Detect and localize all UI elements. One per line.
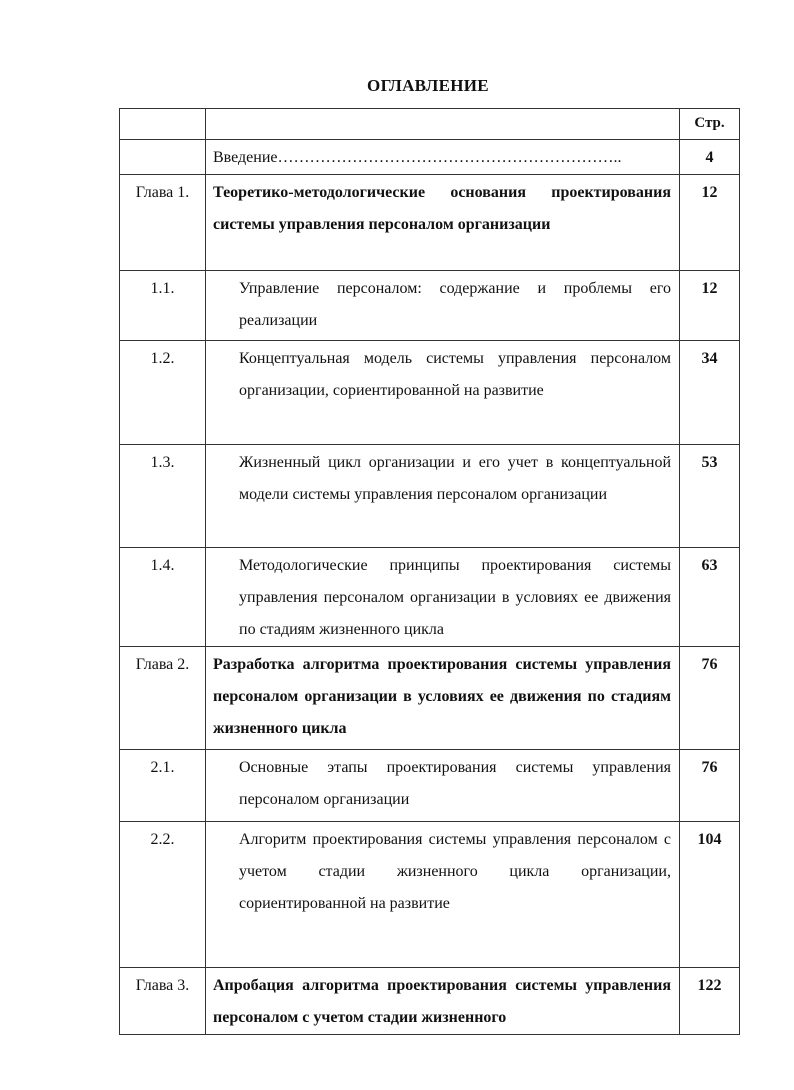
toc-number: Глава 3. [120,968,206,1035]
page-title: ОГЛАВЛЕНИЕ [367,76,489,95]
toc-title: Теоретико-методологические основания проектирования системы управления персоналом организации [206,175,680,271]
toc-row [120,271,740,341]
toc-number: 2.1. [120,750,206,822]
toc-number: 1.2. [120,341,206,445]
toc-title: Алгоритм проектирования системы управления персоналом с учетом стадии жизненного цикла организации, сориентированной на развитие [206,822,680,968]
toc-title: Управление персоналом: содержание и проблемы его реализации [206,271,680,341]
page-column-header: Стр. [680,109,740,140]
toc-title: Методологические принципы проектирования системы управления персоналом организации в условиях ее движения по стадиям жизненного цикла [206,548,680,647]
toc-number [120,140,206,175]
toc-row [120,647,740,750]
toc-number: 1.3. [120,445,206,548]
toc-page: 76 [680,647,740,750]
toc-title: Апробация алгоритма проектирования системы управления персоналом с учетом стадии жизненного [206,968,680,1035]
toc-title: Основные этапы проектирования системы управления персоналом организации [206,750,680,822]
toc-page: 12 [680,271,740,341]
toc-number: Глава 2. [120,647,206,750]
toc-page: 12 [680,175,740,271]
toc-title: Жизненный цикл организации и его учет в концептуальной модели системы управления персоналом организации [206,445,680,548]
toc-row-intro [120,140,740,175]
toc-page: 76 [680,750,740,822]
header-empty-cell [206,109,680,140]
toc-row [120,341,740,445]
toc-page: 4 [680,140,740,175]
table-header-row [120,109,740,140]
toc-title: Разработка алгоритма проектирования системы управления персоналом организации в условиях ее движения по стадиям жизненного цикла [206,647,680,750]
toc-page: 122 [680,968,740,1035]
toc-page: 34 [680,341,740,445]
toc-number: 2.2. [120,822,206,968]
header-empty-cell [120,109,206,140]
toc-title: Введение……………………………………………………….. [206,140,680,175]
toc-row [120,445,740,548]
toc-row [120,548,740,647]
toc-table [119,108,740,1035]
toc-title: Концептуальная модель системы управления персоналом организации, сориентированной на развитие [206,341,680,445]
toc-number: 1.4. [120,548,206,647]
toc-page: 104 [680,822,740,968]
toc-row [120,750,740,822]
toc-row [120,175,740,271]
toc-page: 63 [680,548,740,647]
toc-row [120,822,740,968]
toc-number: Глава 1. [120,175,206,271]
toc-page: 53 [680,445,740,548]
toc-row [120,968,740,1035]
toc-number: 1.1. [120,271,206,341]
